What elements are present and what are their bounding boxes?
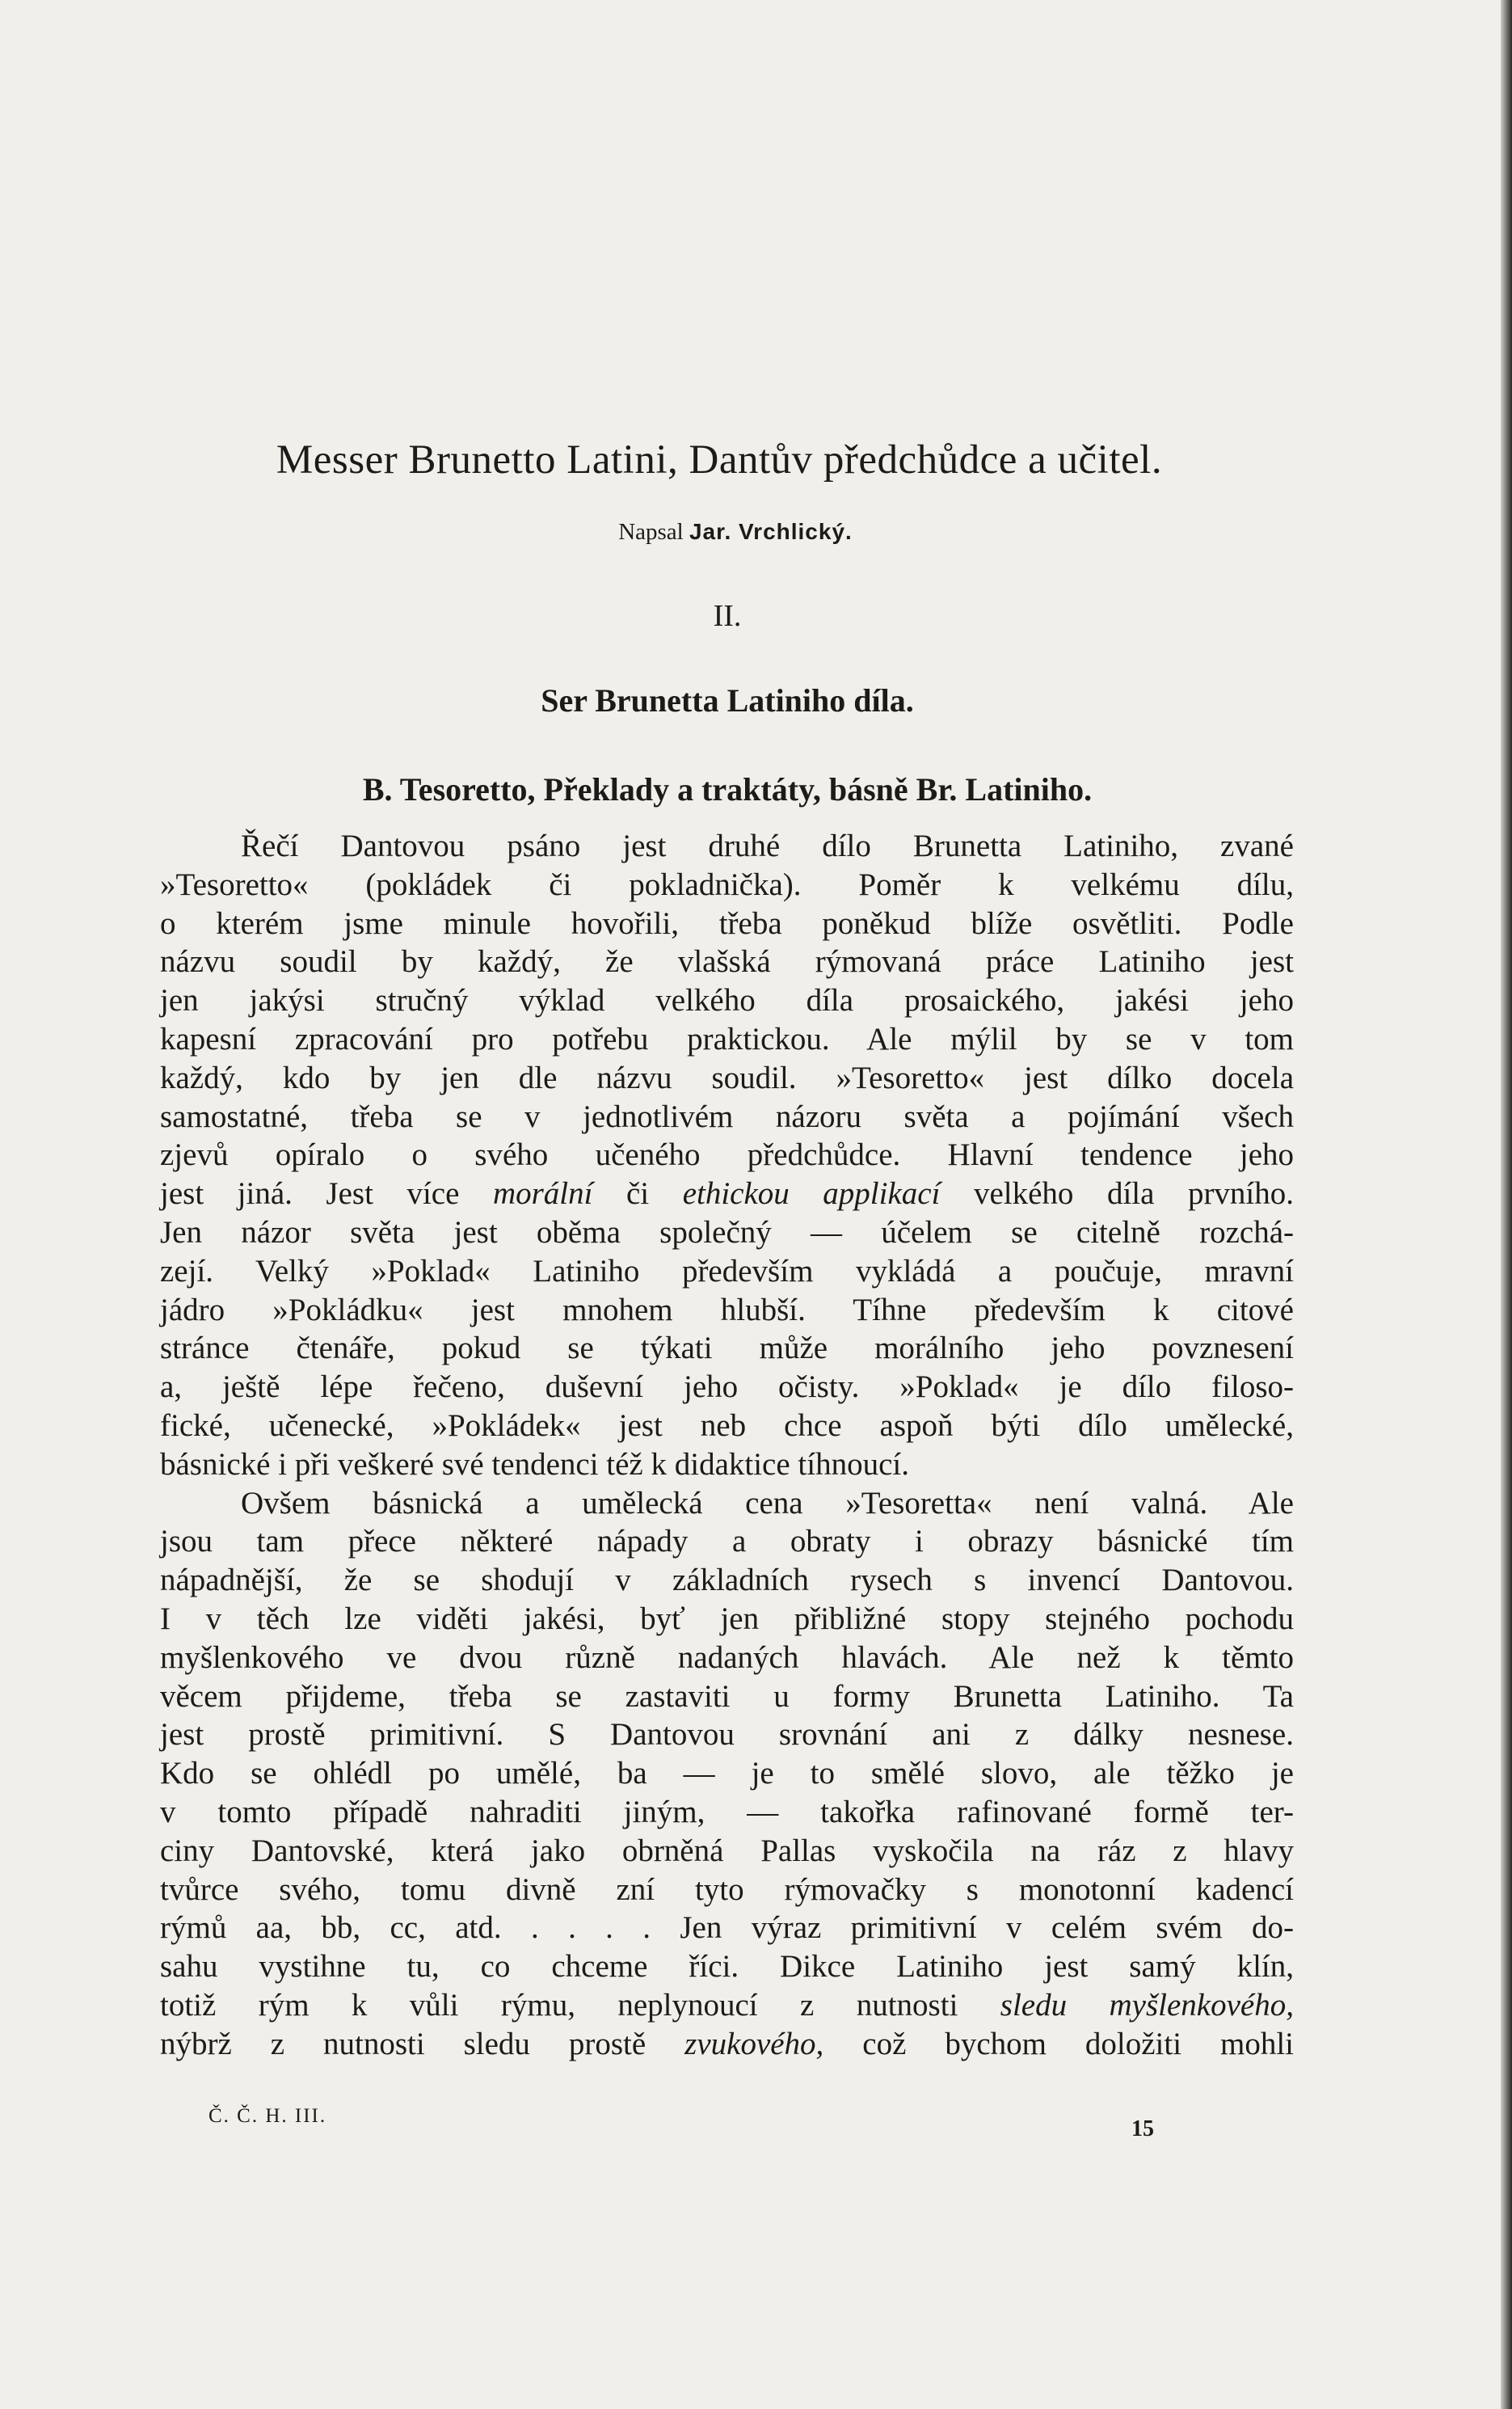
text-line: tvůrce svého, tomu divně zní tyto rýmovačky s monotonní kadencí <box>160 1871 1294 1907</box>
section-heading: Ser Brunetta Latiniho díla. <box>541 682 914 719</box>
text-line: v tomto případě nahraditi jiným, — takořka rafinované formě ter- <box>160 1794 1294 1829</box>
text-line: a, ještě lépe řečeno, duševní jeho očisty. »Poklad« je dílo filoso- <box>160 1369 1294 1405</box>
article-title: Messer Brunetto Latini, Dantův předchůdce a učitel. <box>276 437 1163 483</box>
signature-mark: Č. Č. H. III. <box>208 2105 327 2127</box>
text-line: sahu vystihne tu, co chceme říci. Dikce Latiniho jest samý klín, <box>160 1949 1294 1985</box>
text-line: každý, kdo by jen dle názvu soudil. »Tesoretto« jest dílko docela <box>160 1060 1294 1095</box>
text-line: jádro »Pokládku« jest mnohem hlubší. Tíhne především k citové <box>160 1292 1294 1327</box>
text-fragment: či <box>626 1176 650 1212</box>
page-number: 15 <box>1131 2116 1154 2141</box>
text-line: rýmů aa, bb, cc, atd. . . . . Jen výraz primitivní v celém svém do- <box>160 1910 1294 1946</box>
text-line <box>160 1986 1294 2025</box>
text-line: jen jakýsi stručný výklad velkého díla prosaického, jakési jeho <box>160 983 1294 1019</box>
emphasis-sequence: sledu myšlenkového, <box>1000 1987 1294 2023</box>
text-line: jest prostě primitivní. S Dantovou srovnání ani z dálky nesnese. <box>160 1717 1294 1753</box>
text-line: »Tesoretto« (pokládek či pokladnička). Poměr k velkému dílu, <box>160 867 1294 902</box>
emphasis-ethical: ethickou applikací <box>682 1176 941 1212</box>
text-line: stránce čtenáře, pokud se týkati může morálního jeho povznesení <box>160 1331 1294 1366</box>
emphasis-moral: morální <box>492 1176 593 1212</box>
text-line: Jen názor světa jest oběma společný — účelem se citelně rozchá- <box>160 1214 1294 1250</box>
text-fragment: jest jiná. Jest více <box>160 1176 460 1212</box>
text-line: o kterém jsme minule hovořili, třeba poněkud blíže osvětliti. Podle <box>160 905 1294 941</box>
text-fragment: velkého díla prvního. <box>973 1176 1295 1212</box>
text-line: zejí. Velký »Poklad« Latiniho především vykládá a poučuje, mravní <box>160 1253 1294 1289</box>
text-line: fické, učenecké, »Pokládek« jest neb chce aspoň býti dílo umělecké, <box>160 1407 1294 1443</box>
text-fragment: což bychom doložiti mohli <box>862 2026 1295 2061</box>
text-line: básnické i při veškeré své tendenci též k didaktice tíhnoucí. <box>160 1446 909 1482</box>
text-line: ciny Dantovské, která jako obrněná Pallas vyskočila na ráz z hlavy <box>160 1833 1294 1868</box>
text-line: Kdo se ohlédl po umělé, ba — je to smělé slovo, ale těžko je <box>160 1756 1294 1791</box>
byline-prefix: Napsal <box>618 519 684 545</box>
text-line: jsou tam přece některé nápady a obraty i obrazy básnické tím <box>160 1524 1294 1559</box>
text-line: Ovšem básnická a umělecká cena »Tesoretta« není valná. Ale <box>241 1485 1294 1521</box>
text-line: zjevů opíralo o svého učeného předchůdce. Hlavní tendence jeho <box>160 1137 1294 1173</box>
text-line <box>160 1175 1294 1213</box>
text-line: věcem přijdeme, třeba se zastaviti u formy Brunetta Latiniho. Ta <box>160 1678 1294 1714</box>
byline <box>162 519 1309 546</box>
part-number: II. <box>713 599 742 633</box>
text-line: Řečí Dantovou psáno jest druhé dílo Brunetta Latiniho, zvané <box>241 829 1294 863</box>
text-line: I v těch lze viděti jakési, byť jen přibližné stopy stejného pochodu <box>160 1601 1294 1636</box>
text-line: myšlenkového ve dvou různě nadaných hlavách. Ale než k těmto <box>160 1639 1294 1675</box>
emphasis-sound: zvukového, <box>684 2026 824 2061</box>
body-text <box>160 827 1294 2064</box>
author-name: Jar. Vrchlický. <box>689 519 853 544</box>
text-line: názvu soudil by každý, že vlašská rýmovaná práce Latiniho jest <box>160 944 1294 980</box>
text-line: kapesní zpracování pro potřebu praktickou. Ale mýlil by se v tom <box>160 1021 1294 1057</box>
text-line <box>160 2025 1294 2064</box>
text-fragment: nýbrž z nutnosti sledu prostě <box>160 2026 646 2061</box>
text-line: samostatné, třeba se v jednotlivém názoru světa a pojímání všech <box>160 1099 1294 1134</box>
text-line: nápadnější, že se shodují v základních rysech s invencí Dantovou. <box>160 1563 1294 1598</box>
subsection-heading: B. Tesoretto, Překlady a traktáty, básně Br. Latiniho. <box>362 771 1093 808</box>
scan-edge-right <box>1501 0 1512 2409</box>
text-fragment: totiž rým k vůli rýmu, neplynoucí z nutnosti <box>160 1987 958 2023</box>
